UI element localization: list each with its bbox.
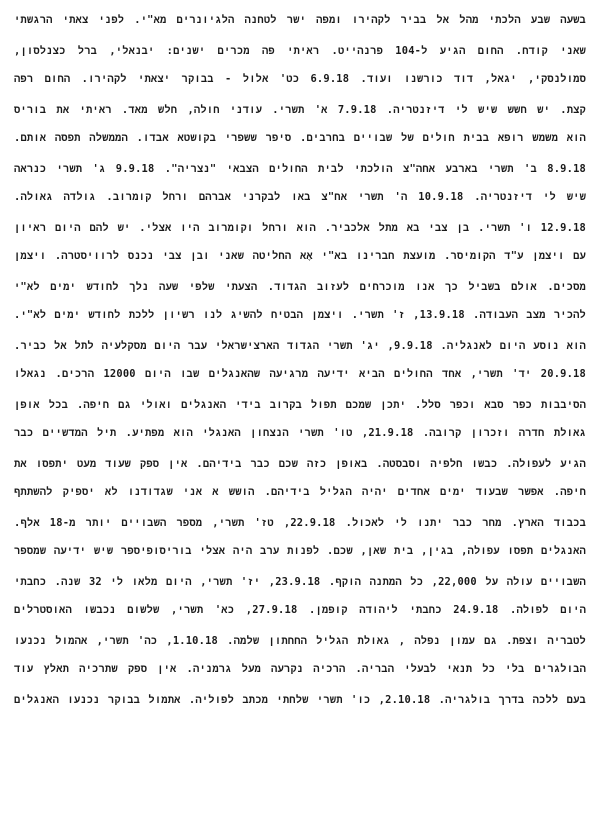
text-line: בכבוד הארץ. מחר כבר יתנו לי לאכול. 22.9.18, טז' תשרי, מספר השבויים יותר מ-18 אלף. [14, 516, 586, 529]
text-line: מסכים. אולם בשביל כך אנו מוכרחים לעזוב הגדוד. הצעתי שלפי שעה נלך לחודש ימים לא"י [14, 280, 586, 293]
text-line: בעם ללכה בדרך בולגריה. 2.10.18, כו' תשרי שלחתי מכתב לפוליה. אתמול בבוקר נכנעו האנגלים [14, 693, 586, 706]
text-line: להכיר מצב העבודה. 13.9.18, ז' תשרי. ויצמן הבטיח להשיג לנו רשיון ללכת לחודש ימים לא"י. [14, 309, 586, 321]
text-line: 12.9.18 ו' תשרי. בן צבי בא מתל אלכביר. הוא ורחל וקומרוב היו אצלי. יש להם היום ראיון [14, 221, 586, 234]
text-line: האנגלים תפסו עפולה, בגין, בית שאן, שכם. לפנות ערב היה אצלי בוריסופיספר שיש ידיעה שמספר [14, 545, 586, 557]
text-line: הוא נוסע היום לאנגליה. 9.9.18, יג' תשרי הגדוד הארצישראלי עבר היום מסקלעיה לתל אל כביר. [14, 339, 586, 352]
text-line: היום לפולה. 24.9.18 כחבתי ליהודה קופמן. 27.9.18, כא' תשרי, שלשום נכבשו האוסטרלים [14, 604, 586, 616]
text-line: שיש לי דיזנטריה. 10.9.18 ה' תשרי אח"צ באו לבקרני אברהם ורחל קומרוב. גולדה גאולה. [14, 191, 586, 203]
text-line: הבולגרים בלי כל תנאי לבעלי הבריה. הרכיה נקרעה מעל גרמניה. אין ספק שתרכיה תאלץ עוד [14, 663, 586, 675]
text-line: 20.9.18 יד' תשרי, אחד החולים הביא ידיעה מרגיעה שהאנגלים שבו היום 12000 הרכים. נגאלו [14, 368, 586, 380]
text-line: בשעה שבע הלכתי מהל אל בביר לקהירו ומפה ישר לטחנה הלגיונרים מא"י. לפני צאתי הרגשתי [14, 14, 586, 26]
text-line: השבויים עולה על 22,000, כל המתנה הוקף. 23.9.18, יז' תשרי, היום מלאו לי 32 שנה. כחבתי [14, 575, 586, 588]
text-line: לטבריה וצפת. גם עמון נפלה , גאולת הגליל החחתון שלמה. 1.10.18, כה' תשרי, אהמול נכנעו [14, 634, 586, 647]
text-line: קצת. יש חשש שיש לי דיזנטריה. 7.9.18 א' תשרי. עודני חולה, חלש מאד. ראיתי את בוריס [14, 103, 586, 116]
text-line: גאולת חדרה וזכרון קרובה. 21.9.18, טו' תשרי הנצחון האנגלי הוא מפתיע. תיל המדשיים כבר [14, 427, 586, 439]
text-line: הוא משמש רופא בבית חולים של שבויים בחרבים. סיפר ששפרי בקושטא אבדו. הממשלה תפסה אותם. [14, 132, 586, 144]
text-line: שאני קודח. החום הגיע ל-104 פרנהייט. ראיתי פה מכרים ישנים: יבנאלי, ברל כצנלסון, [14, 44, 586, 57]
text-line: הסיבבות כפר סבא וכפר סלל. יתכן שמכם תפול בקרוב בידי האנגלים ואולי גם חיפה. בכל אופן [14, 398, 586, 411]
text-line: חיפה. אפשר שבעוד ימים אחדים יהיה הגליל בידיהם. הושש א אני שגדודנו לא יספיק להשתתף [14, 486, 586, 498]
text-line: סמולנסקי, יגאל, דוד כורשנו ועוד. 6.9.18 כט' אלול - בבוקר יצאתי לקהירו. החום רפה [14, 73, 586, 85]
text-line: 8.9.18 ב' תשרי בארבע אחה"צ הולכתי לבית החולים הצבאי "נצריה". 9.9.18 ג' תשרי כנראה [14, 162, 586, 175]
text-line: הגיע לעפולה. כבשו חלפיה וסבסטה. באופן כזה שכם כבר בידיהם. אין ספק שעוד מעט יתפסו את [14, 457, 586, 470]
text-line: עם ויצמן ע"ד הקומיסר. מועצת חברינו בא"י אֶא החליטה שאני ובן צבי נכנס לרוויסטרה. ויצמן [14, 250, 586, 262]
